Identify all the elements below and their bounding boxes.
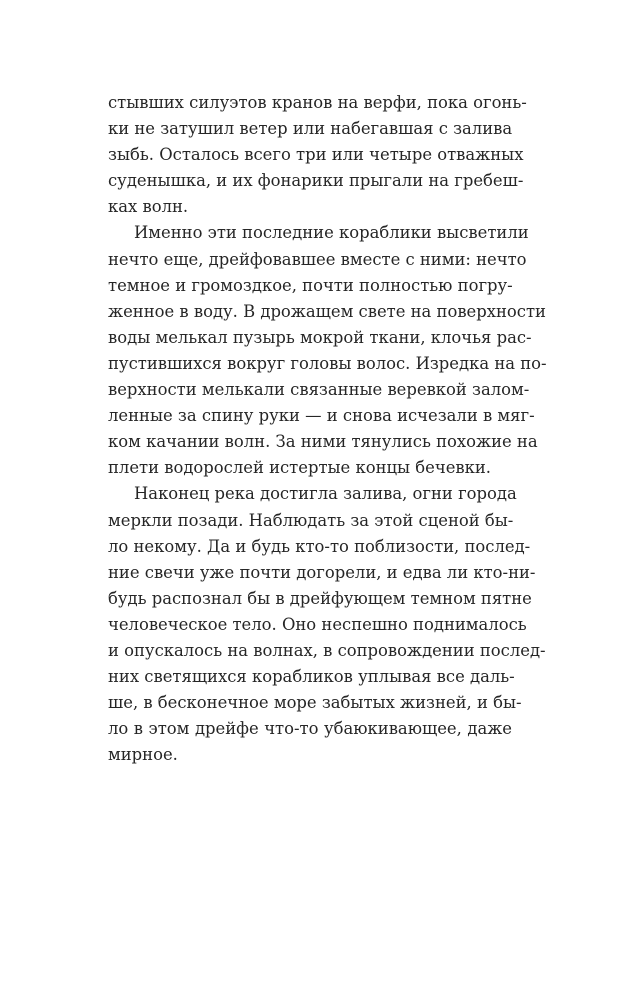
text-line: мирное. (108, 745, 178, 765)
text-line: воды мелькал пузырь мокрой ткани, клочья рас- (108, 327, 532, 347)
text-line: ние свечи уже почти догорели, и едва ли кто-ни- (108, 562, 536, 582)
text-line: ком качании волн. За ними тянулись похожие на (108, 432, 538, 452)
text-line: ло в этом дрейфе что-то убаюкивающее, даже (108, 719, 512, 739)
text-line: ки не затушил ветер или набегавшая с залива (108, 119, 513, 139)
text-line: меркли позади. Наблюдать за этой сценой бы- (108, 510, 514, 530)
text-line: стывших силуэтов кранов на верфи, пока огонь- (108, 93, 527, 112)
text-line: ше, в бесконечное море забытых жизней, и бы- (108, 693, 522, 713)
body-text (108, 90, 547, 768)
text-line: темное и громоздкое, почти полностью погру- (108, 275, 513, 295)
text-line: Именно эти последние кораблики высветили (134, 223, 529, 243)
text-line: Наконец река достигла залива, огни города (134, 484, 517, 504)
text-line: нечто еще, дрейфовавшее вместе с ними: нечто (108, 249, 527, 269)
text-line: человеческое тело. Оно неспешно поднималось (108, 614, 527, 634)
text-line: зыбь. Осталось всего три или четыре отважных (108, 145, 524, 165)
text-line: ленные за спину руки — и снова исчезали в мяг- (108, 406, 535, 426)
text-line: и опускалось на волнах, в сопровождении послед- (108, 640, 546, 660)
text-line: ках волн. (108, 197, 189, 217)
text-line: них светящихся корабликов уплывая все даль- (108, 667, 515, 687)
text-line: суденышка, и их фонарики прыгали на гребеш- (108, 171, 524, 191)
text-line: будь распознал бы в дрейфующем темном пятне (108, 588, 532, 608)
text-line: женное в воду. В дрожащем свете на поверхности (108, 301, 546, 321)
text-line: пустившихся вокруг головы волос. Изредка на по- (108, 353, 547, 373)
text-line: верхности мелькали связанные веревкой залом- (108, 380, 530, 400)
text-line: плети водорослей истертые концы бечевки. (108, 458, 492, 478)
text-line: ло некому. Да и будь кто-то поблизости, послед- (108, 536, 531, 556)
